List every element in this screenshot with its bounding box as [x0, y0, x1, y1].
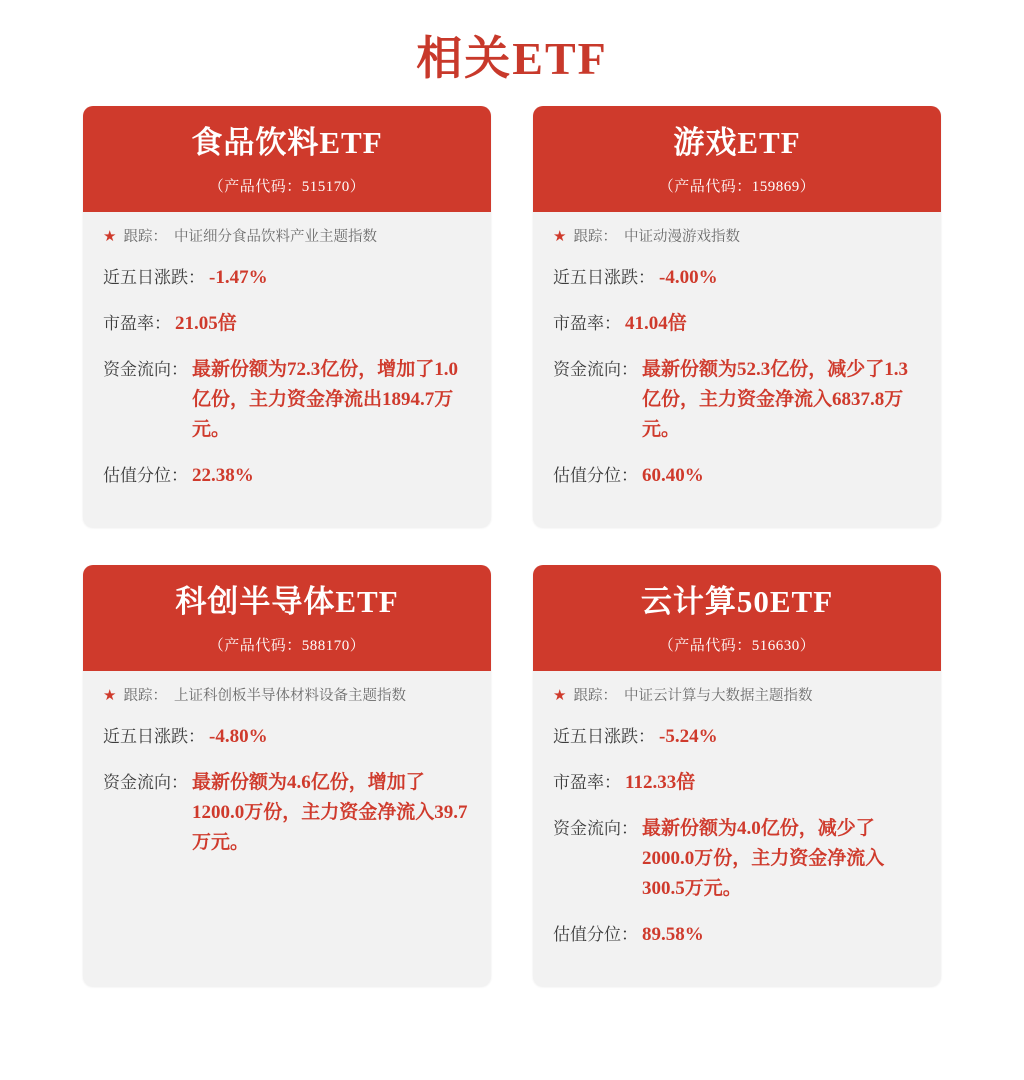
- etf-product-code: （产品代码：159869）: [658, 179, 816, 196]
- pe-ratio-value: 112.33倍: [625, 772, 696, 794]
- five-day-change-label: 近五日涨跌：: [103, 727, 205, 747]
- etf-pe-ratio-row: [553, 309, 921, 339]
- etf-track-index: 中证云计算与大数据主题指数: [623, 688, 813, 705]
- fund-flow-value: 最新份额为52.3亿份，减少了1.3亿份，主力资金净流入6837.8万元。: [642, 359, 909, 441]
- five-day-change-label: 近五日涨跌：: [553, 268, 655, 288]
- etf-fund-flow-row: [553, 355, 921, 445]
- valuation-label: 估值分位：: [103, 466, 188, 486]
- fund-flow-value: 最新份额为72.3亿份，增加了1.0亿份，主力资金净流出1894.7万元。: [192, 359, 459, 441]
- etf-product-code: （产品代码：588170）: [208, 638, 366, 655]
- pe-ratio-label: 市盈率：: [553, 314, 621, 334]
- etf-card-header: [83, 565, 491, 671]
- etf-track-row: [553, 228, 921, 247]
- etf-fund-flow-row: [103, 355, 471, 445]
- etf-track-index: 中证动漫游戏指数: [623, 229, 740, 246]
- pe-ratio-value: 21.05倍: [175, 313, 237, 335]
- etf-pe-ratio-row: [553, 768, 921, 798]
- valuation-value: 89.58%: [642, 924, 704, 946]
- five-day-change-label: 近五日涨跌：: [103, 268, 205, 288]
- etf-name: 食品饮料ETF: [191, 125, 383, 160]
- fund-flow-value: 最新份额为4.6亿份，增加了1200.0万份，主力资金净流入39.7万元。: [192, 772, 468, 854]
- valuation-label: 估值分位：: [553, 925, 638, 945]
- etf-product-code: （产品代码：516630）: [658, 638, 816, 655]
- fund-flow-label: 资金流向：: [103, 360, 188, 380]
- five-day-change-value: -1.47%: [209, 267, 268, 289]
- etf-track-label: 跟踪：: [573, 229, 617, 246]
- etf-card-body: [83, 212, 491, 527]
- etf-card-grid: [0, 106, 1024, 986]
- etf-five-day-change-row: [553, 263, 921, 293]
- five-day-change-value: -5.24%: [659, 726, 718, 748]
- pe-ratio-label: 市盈率：: [103, 314, 171, 334]
- etf-track-row: [103, 687, 471, 706]
- five-day-change-value: -4.80%: [209, 726, 268, 748]
- etf-track-label: 跟踪：: [123, 229, 167, 246]
- star-icon: ★: [553, 688, 567, 705]
- fund-flow-value: 最新份额为4.0亿份，减少了2000.0万份，主力资金净流入300.5万元。: [642, 818, 885, 900]
- etf-track-index: 上证科创板半导体材料设备主题指数: [173, 688, 406, 705]
- etf-name: 科创半导体ETF: [175, 584, 399, 620]
- etf-card-header: [83, 106, 491, 212]
- etf-valuation-row: [103, 461, 471, 491]
- pe-ratio-value: 41.04倍: [625, 313, 687, 335]
- valuation-value: 22.38%: [192, 465, 254, 487]
- etf-name: 游戏ETF: [673, 125, 801, 160]
- etf-track-row: [103, 228, 471, 247]
- etf-card[interactable]: [83, 106, 491, 527]
- etf-track-row: [553, 687, 921, 706]
- etf-card[interactable]: [533, 565, 941, 986]
- star-icon: ★: [103, 688, 117, 705]
- etf-pe-ratio-row: [103, 309, 471, 339]
- etf-track-index: 中证细分食品饮料产业主题指数: [173, 229, 377, 246]
- etf-five-day-change-row: [103, 263, 471, 293]
- valuation-label: 估值分位：: [553, 466, 638, 486]
- etf-five-day-change-row: [103, 722, 471, 752]
- star-icon: ★: [553, 229, 567, 246]
- etf-card-body: [533, 671, 941, 986]
- etf-card-header: [533, 565, 941, 671]
- etf-track-label: 跟踪：: [123, 688, 167, 705]
- etf-valuation-row: [553, 461, 921, 491]
- etf-card-body: [533, 212, 941, 527]
- five-day-change-label: 近五日涨跌：: [553, 727, 655, 747]
- etf-card[interactable]: [83, 565, 491, 986]
- etf-track-label: 跟踪：: [573, 688, 617, 705]
- etf-valuation-row: [553, 920, 921, 950]
- etf-fund-flow-row: [103, 768, 471, 858]
- star-icon: ★: [103, 229, 117, 246]
- fund-flow-label: 资金流向：: [553, 819, 638, 839]
- fund-flow-label: 资金流向：: [103, 773, 188, 793]
- page-title: 相关ETF: [416, 33, 608, 84]
- pe-ratio-label: 市盈率：: [553, 773, 621, 793]
- five-day-change-value: -4.00%: [659, 267, 718, 289]
- etf-name: 云计算50ETF: [640, 584, 834, 620]
- etf-five-day-change-row: [553, 722, 921, 752]
- valuation-value: 60.40%: [642, 465, 704, 487]
- etf-fund-flow-row: [553, 814, 921, 904]
- etf-card[interactable]: [533, 106, 941, 527]
- fund-flow-label: 资金流向：: [553, 360, 638, 380]
- etf-product-code: （产品代码：515170）: [208, 179, 366, 196]
- etf-card-header: [533, 106, 941, 212]
- etf-card-body: [83, 671, 491, 986]
